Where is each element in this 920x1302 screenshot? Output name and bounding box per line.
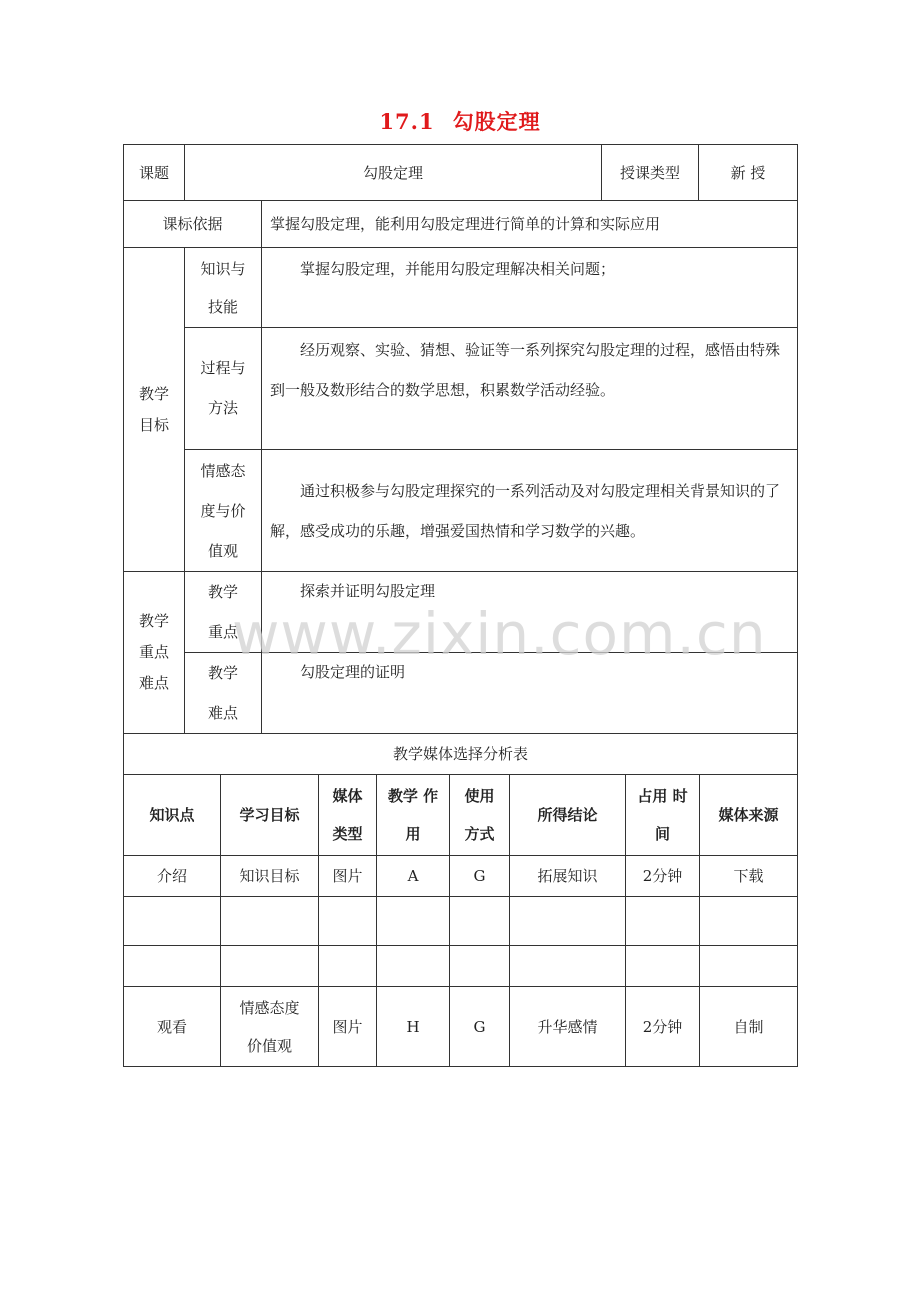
page-title	[0, 106, 920, 136]
cell-knowledge-point: 观看	[124, 987, 221, 1067]
cell-learning-goal: 情感态度价值观	[221, 987, 319, 1067]
empty-cell	[450, 897, 510, 946]
topic-row	[124, 145, 798, 201]
empty-cell	[700, 897, 798, 946]
topic-value: 勾股定理	[185, 145, 602, 201]
type-label: 授课类型	[602, 145, 699, 201]
keypoints-label: 教学重点难点	[124, 572, 185, 734]
topic-label: 课题	[124, 145, 185, 201]
media-row	[124, 946, 798, 987]
cell-usage-mode: G	[450, 856, 510, 897]
objective-label-knowledge: 知识与技能	[185, 248, 262, 328]
header-time: 占用 时间	[626, 775, 700, 856]
cell-time: 2分钟	[626, 987, 700, 1067]
objectives-label: 教学目标	[124, 248, 185, 572]
cell-usage-mode: G	[450, 987, 510, 1067]
empty-cell	[626, 946, 700, 987]
header-conclusion: 所得结论	[510, 775, 626, 856]
header-teaching-role: 教学 作用	[377, 775, 450, 856]
watermark: www.zixin.com.cn	[232, 600, 767, 668]
header-learning-goal: 学习目标	[221, 775, 319, 856]
media-row	[124, 856, 798, 897]
header-knowledge-point: 知识点	[124, 775, 221, 856]
keypoint-text-difficulty: 勾股定理的证明	[262, 653, 798, 734]
header-usage-mode: 使用方式	[450, 775, 510, 856]
cell-teaching-role: H	[377, 987, 450, 1067]
keypoint-row-difficulty	[124, 653, 798, 734]
empty-cell	[221, 897, 319, 946]
empty-cell	[124, 946, 221, 987]
cell-teaching-role: A	[377, 856, 450, 897]
empty-cell	[124, 897, 221, 946]
cell-source: 下载	[700, 856, 798, 897]
objective-text-attitude: 通过积极参与勾股定理探究的一系列活动及对勾股定理相关背景知识的了解，感受成功的乐趣，增强爱国热情和学习数学的兴趣。	[262, 450, 798, 572]
title-number: 17.1	[379, 109, 435, 134]
objective-row-process	[124, 328, 798, 450]
cell-knowledge-point: 介绍	[124, 856, 221, 897]
empty-cell	[377, 946, 450, 987]
keypoint-text-focus: 探索并证明勾股定理	[262, 572, 798, 653]
cell-conclusion: 拓展知识	[510, 856, 626, 897]
media-table	[123, 733, 798, 1067]
basis-value: 掌握勾股定理，能利用勾股定理进行简单的计算和实际应用	[262, 201, 798, 248]
empty-cell	[700, 946, 798, 987]
type-value: 新 授	[699, 145, 798, 201]
empty-cell	[510, 897, 626, 946]
empty-cell	[377, 897, 450, 946]
empty-cell	[221, 946, 319, 987]
cell-learning-goal: 知识目标	[221, 856, 319, 897]
objective-row-knowledge	[124, 248, 798, 328]
media-row	[124, 987, 798, 1067]
cell-media-type: 图片	[319, 856, 377, 897]
keypoint-label-difficulty: 教学难点	[185, 653, 262, 734]
header-media-type: 媒体类型	[319, 775, 377, 856]
empty-cell	[319, 897, 377, 946]
cell-media-type: 图片	[319, 987, 377, 1067]
objective-text-knowledge: 掌握勾股定理，并能用勾股定理解决相关问题；	[262, 248, 798, 328]
header-source: 媒体来源	[700, 775, 798, 856]
cell-time: 2分钟	[626, 856, 700, 897]
media-header-row	[124, 775, 798, 856]
empty-cell	[450, 946, 510, 987]
empty-cell	[510, 946, 626, 987]
empty-cell	[626, 897, 700, 946]
title-text: 勾股定理	[452, 109, 541, 134]
cell-source: 自制	[700, 987, 798, 1067]
lesson-info-table	[123, 144, 798, 734]
keypoint-label-focus: 教学重点	[185, 572, 262, 653]
objective-row-attitude	[124, 450, 798, 572]
objective-label-attitude: 情感态度与价值观	[185, 450, 262, 572]
media-row	[124, 897, 798, 946]
empty-cell	[319, 946, 377, 987]
basis-row	[124, 201, 798, 248]
media-table-title: 教学媒体选择分析表	[124, 734, 798, 775]
media-title-row	[124, 734, 798, 775]
keypoint-row-focus	[124, 572, 798, 653]
objective-text-process: 经历观察、实验、猜想、验证等一系列探究勾股定理的过程，感悟由特殊到一般及数形结合的数学思想，积累数学活动经验。	[262, 328, 798, 450]
cell-conclusion: 升华感情	[510, 987, 626, 1067]
objective-label-process: 过程与方法	[185, 328, 262, 450]
basis-label: 课标依据	[124, 201, 262, 248]
